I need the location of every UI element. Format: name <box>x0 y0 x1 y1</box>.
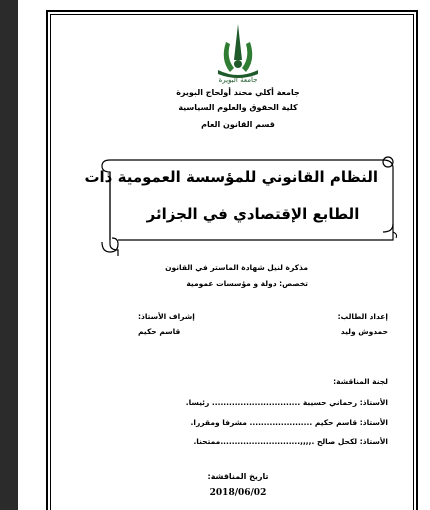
defense-date: 2018/06/02 <box>209 488 267 498</box>
window-left-edge <box>0 0 18 510</box>
university-logo-icon <box>208 20 268 82</box>
supervisor-name: قاسم حكيم <box>138 327 181 336</box>
committee-member: الأستاذ: رحماني حسيبة ............................... رئيسا. <box>185 398 388 407</box>
degree-text: مذكرة لنيل شهادة الماستر في القانون <box>165 263 308 272</box>
committee-member: الأستاذ: قاسم حكيم ...................... مشرفا ومقررا. <box>190 418 388 427</box>
student-label: إعداد الطالب: <box>337 312 388 321</box>
committee-heading: لجنة المناقشة: <box>333 377 388 386</box>
student-name: حمدوش وليد <box>340 327 388 336</box>
faculty-name: كلية الحقوق والعلوم السياسية <box>178 103 298 112</box>
university-name: جامعة أكلي محند أولحاج البويرة <box>176 88 300 97</box>
defense-date-label: تاريخ المناقشة: <box>207 472 269 481</box>
thesis-title-line2: الطابع الإقتصادي في الجزائر <box>146 205 360 223</box>
supervisor-label: إشراف الأستاذ: <box>138 312 195 321</box>
document-page <box>18 0 430 510</box>
thesis-title-line1: النظام القانوني للمؤسسة العمومية ذات <box>84 168 378 186</box>
specialty-text: تخصص: دولة و مؤسسات عمومية <box>186 279 308 288</box>
department-name: قسم القانون العام <box>201 120 275 129</box>
logo-caption: جامعة البويرة <box>218 76 258 84</box>
committee-member: الأستاذ: لكحل صالح .,,,,............................ممتحنا. <box>193 437 388 446</box>
